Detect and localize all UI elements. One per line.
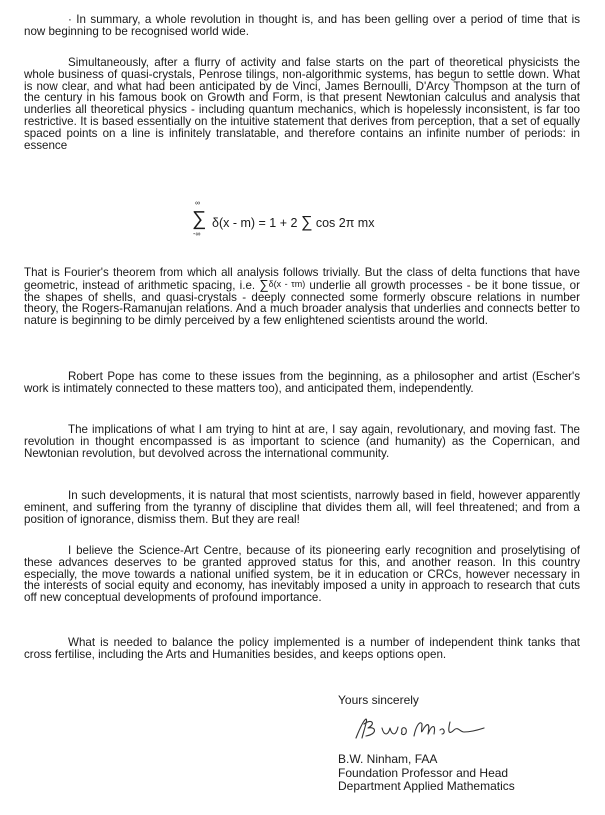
- summation-symbol: ∑: [192, 208, 207, 230]
- summation-symbol-rhs: ∑: [300, 214, 313, 231]
- signatory-department: Department Applied Mathematics: [338, 779, 515, 793]
- signatory-name: B.W. Ninham, FAA: [338, 752, 438, 766]
- salutation: Yours sincerely: [338, 693, 419, 707]
- equation-body: [212, 214, 374, 232]
- equation-lhs: δ(x - m) = 1 + 2: [212, 216, 298, 230]
- paragraph-science-art-centre: I believe the Science-Art Centre, because of its pioneering early recognition and proselytising of these advances deserves to be granted approved status for this, and another reason. In this country especially, the move towards a national unified system, be it in education or CRCs, however necessary in the interests of social equity and economy, has inevitably imposed a unity in approach to research that cuts off new conceptual developments of profound importance.: [24, 544, 580, 605]
- paragraph-summary: · In summary, a whole revolution in thought is, and has been gelling over a period of time that is now beginning to be recognised world wide.: [24, 13, 580, 38]
- paragraph-think-tanks: What is needed to balance the policy implemented is a number of independent think tanks that cross fertilise, including the Arts and Humanities besides, and keeps options open.: [24, 636, 580, 661]
- paragraph-robert-pope: Robert Pope has come to these issues from the beginning, as a philosopher and artist (Escher's work is intimately connected to these matters too), and anticipated them, independently.: [24, 370, 580, 395]
- sum-upper-limit: ∞: [195, 200, 200, 207]
- fourier-text-start: That is Fourier's theorem from which all analysis follows trivially. But the class of delta functions that have geometric, instead of arithmetic spacing, i.e.: [24, 266, 580, 292]
- signatory-title: Foundation Professor and Head: [338, 765, 509, 780]
- handwritten-signature: [350, 716, 490, 742]
- inline-delta-argument: δ(x - τm): [268, 278, 306, 289]
- paragraph-implications: The implications of what I am trying to hint at are, I say again, revolutionary, and moving fast. The revolution in thought encompassed is as important to science (and humanity) as the Copernican, and Newtonian revolution, but devolved across the international community.: [24, 423, 580, 460]
- signatory-block: [338, 753, 578, 794]
- sum-lower-limit: -∞: [193, 231, 201, 238]
- paragraph-simultaneously: Simultaneously, after a flurry of activity and false starts on the part of theoretical physicists the whole business of quasi-crystals, Penrose tilings, non-algorithmic systems, has begun to settle down. What is now clear, and what had been anticipated by de Vinci, James Bernoulli, D'Arcy Thompson at the turn of the century in his famous book on Growth and Form, is that present Newtonian calculus and analysis that underlies all theoretical physics - including quantum mechanics, which is hopelessly inconsistent, is far too restrictive. It is based essentially on the intuitive statement that derives from perception, that a set of equally spaced points on a line is infinitely translatable, and therefore contains an infinite number of periods: in essence: [24, 56, 580, 152]
- paragraph-fourier: [24, 267, 580, 327]
- fourier-equation: [192, 200, 432, 250]
- paragraph-developments: In such developments, it is natural that most scientists, narrowly based in field, however apparently eminent, and suffering from the tyranny of discipline that divides them all, will feel threatened; and from a position of ignorance, dismiss them. But they are real!: [24, 489, 580, 526]
- fourier-text-end: underlie all growth processes - be it bone tissue, or the shapes of shells, and quasi-crystals - deeply connected some formerly obscure relations in number theory, the Rogers-Ramanujan relations. And a much broader analysis that underlies and connects better to nature is beginning to be dimly perceived by a few enlightened scientists around the world.: [24, 278, 580, 328]
- inline-summation-symbol: ∑: [259, 276, 269, 292]
- equation-rhs: cos 2π mx: [315, 216, 375, 230]
